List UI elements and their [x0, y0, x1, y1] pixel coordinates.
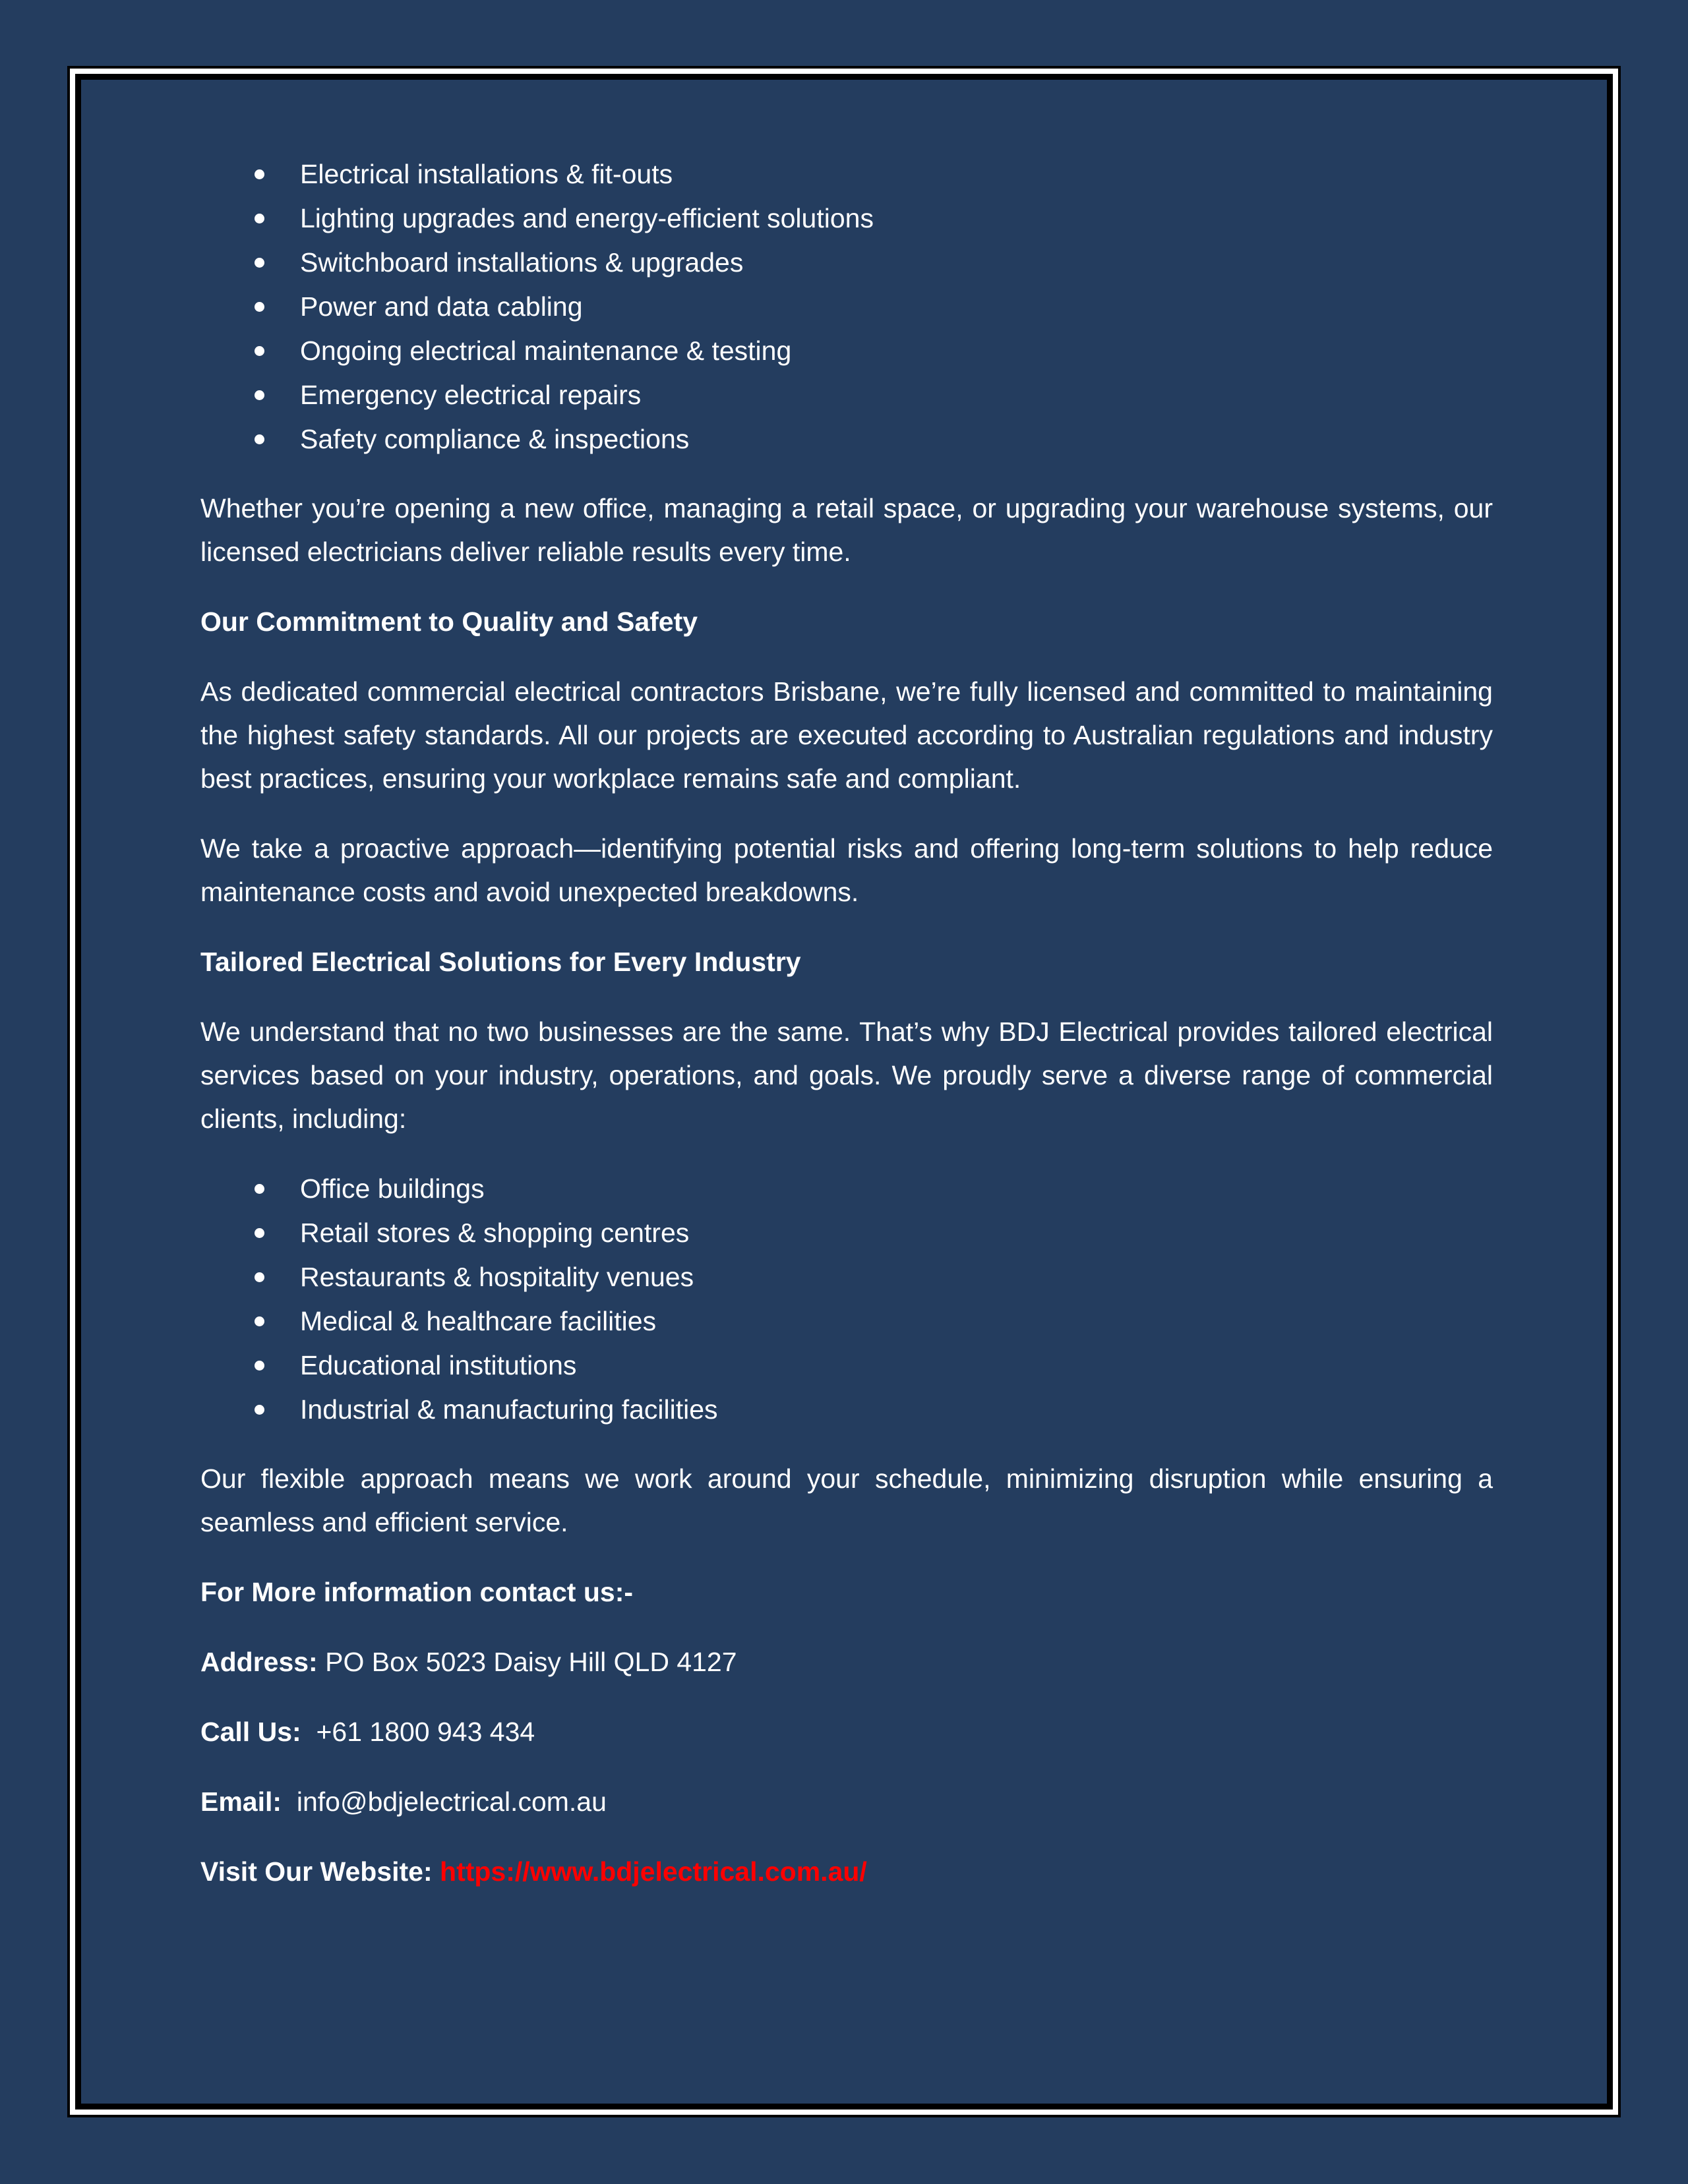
bullet-icon: [255, 390, 264, 400]
bullet-icon: [255, 258, 264, 268]
bullet-icon: [255, 1405, 264, 1415]
website-link[interactable]: https://www.bdjelectrical.com.au/: [440, 1856, 867, 1887]
list-item: Industrial & manufacturing facilities: [200, 1388, 1493, 1432]
bullet-icon: [255, 434, 264, 444]
list-item: Ongoing electrical maintenance & testing: [200, 329, 1493, 373]
page-border-frame: [67, 66, 1621, 2117]
list-item: Electrical installations & fit-outs: [200, 152, 1493, 196]
flexible-paragraph: Our flexible approach means we work around your schedule, minimizing disruption while ensuring a seamless and efficient service.: [200, 1463, 1493, 1537]
email-value: info@bdjelectrical.com.au: [296, 1786, 607, 1817]
website-line: [200, 1850, 1493, 1893]
bullet-icon: [255, 1184, 264, 1194]
contact-heading: For More information contact us:-: [200, 1577, 633, 1607]
website-label: Visit Our Website:: [200, 1856, 433, 1887]
services-list: [200, 152, 1493, 461]
commitment-paragraph-1: As dedicated commercial electrical contractors Brisbane, we’re fully licensed and committed to maintaining the highest safety standards. All our projects are executed according to Australian regulations and industry best practices, ensuring your workplace remains safe and compliant.: [200, 676, 1493, 794]
bullet-icon: [255, 214, 264, 223]
phone-value: +61 1800 943 434: [316, 1717, 535, 1747]
list-item: Power and data cabling: [200, 285, 1493, 329]
bullet-icon: [255, 1272, 264, 1282]
page-border-inner: [75, 74, 1613, 2110]
list-item: Lighting upgrades and energy-efficient solutions: [200, 196, 1493, 241]
bullet-icon: [255, 1228, 264, 1238]
list-item: Safety compliance & inspections: [200, 417, 1493, 461]
phone-label: Call Us:: [200, 1717, 301, 1747]
address-value: PO Box 5023 Daisy Hill QLD 4127: [325, 1647, 737, 1677]
commitment-heading: Our Commitment to Quality and Safety: [200, 606, 698, 637]
document-content: [200, 152, 1493, 1920]
tailored-heading: Tailored Electrical Solutions for Every Industry: [200, 947, 801, 977]
list-item: Emergency electrical repairs: [200, 373, 1493, 417]
list-item: Office buildings: [200, 1167, 1493, 1211]
email-label: Email:: [200, 1786, 282, 1817]
list-item: Restaurants & hospitality venues: [200, 1255, 1493, 1299]
bullet-icon: [255, 1316, 264, 1326]
list-item: Retail stores & shopping centres: [200, 1211, 1493, 1255]
list-item: Switchboard installations & upgrades: [200, 241, 1493, 285]
bullet-icon: [255, 169, 264, 179]
tailored-paragraph: We understand that no two businesses are the same. That’s why BDJ Electrical provides tailored electrical services based on your industry, operations, and goals. We proudly serve a diverse range of commercial clients, including:: [200, 1017, 1493, 1134]
address-label: Address:: [200, 1647, 318, 1677]
bullet-icon: [255, 346, 264, 356]
email-line: [200, 1780, 1493, 1823]
list-item: Educational institutions: [200, 1343, 1493, 1388]
intro-paragraph: Whether you’re opening a new office, managing a retail space, or upgrading your warehouse systems, our licensed electricians deliver reliable results every time.: [200, 493, 1493, 567]
industries-list: [200, 1167, 1493, 1432]
bullet-icon: [255, 1361, 264, 1371]
list-item: Medical & healthcare facilities: [200, 1299, 1493, 1343]
bullet-icon: [255, 302, 264, 312]
phone-line: [200, 1710, 1493, 1754]
address-line: [200, 1640, 1493, 1684]
commitment-paragraph-2: We take a proactive approach—identifying potential risks and offering long-term solutions to help reduce maintenance costs and avoid unexpected breakdowns.: [200, 833, 1493, 907]
document-page: [81, 80, 1607, 2104]
